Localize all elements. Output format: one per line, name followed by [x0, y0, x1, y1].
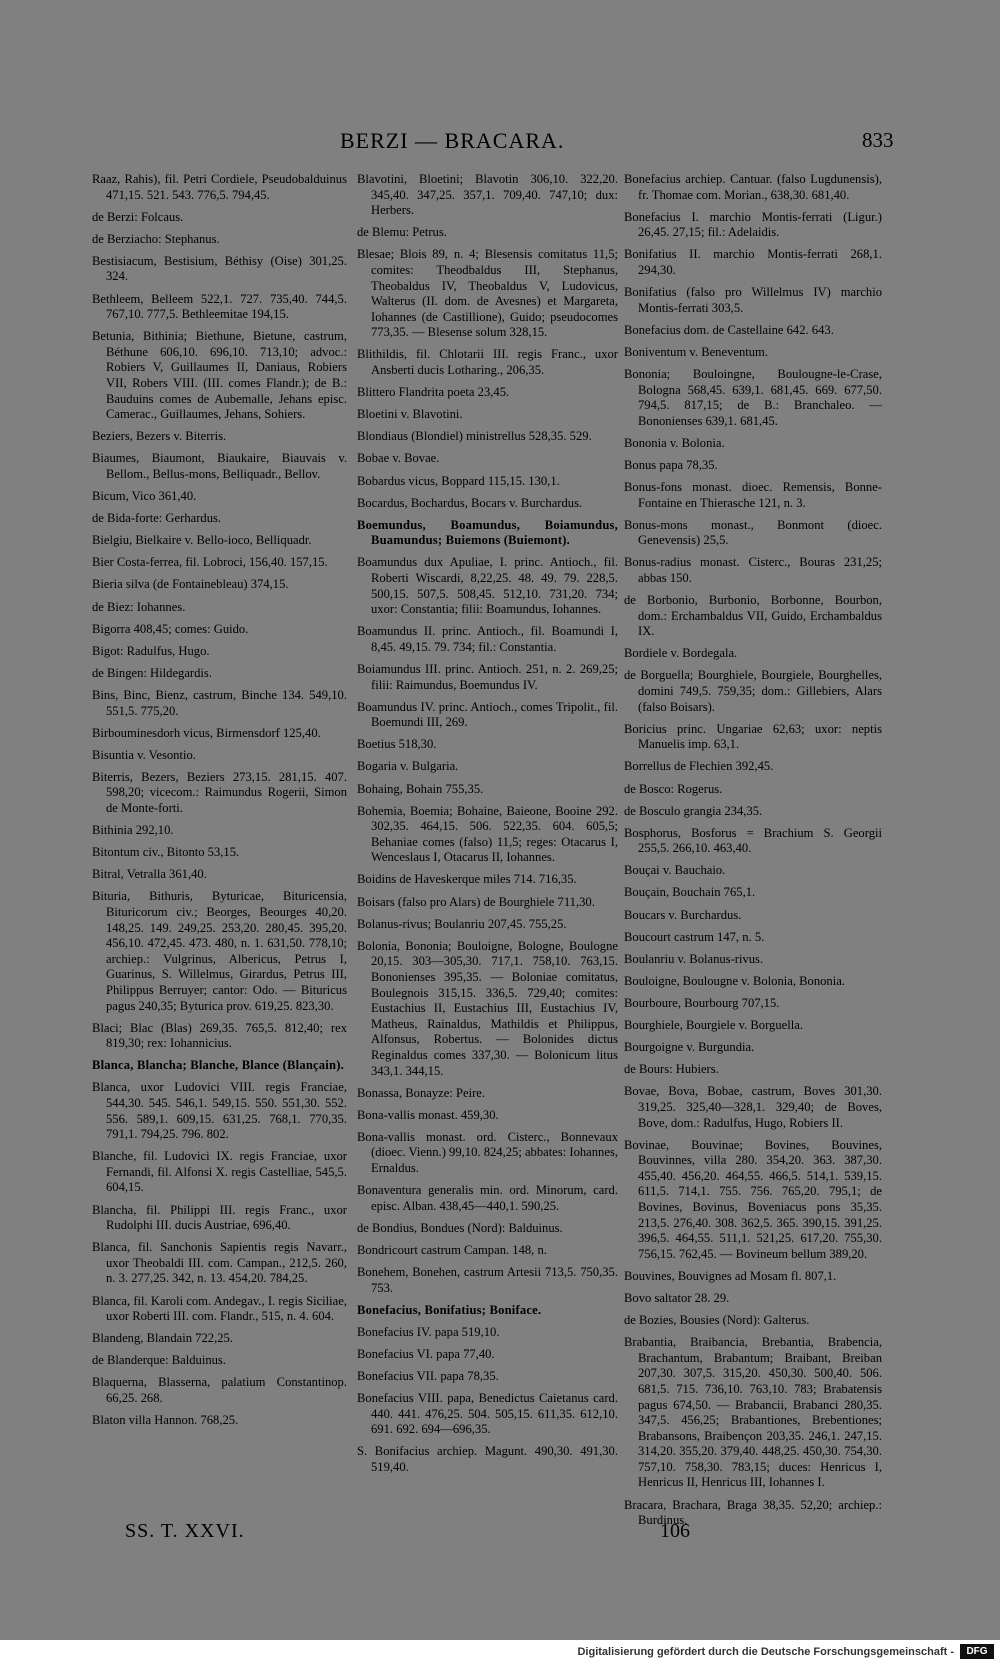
index-entry: Boulanriu v. Bolanus-rivus. [624, 951, 764, 966]
index-entry: Bonefacius dom. de Castellaine 642. 643. [624, 322, 834, 337]
index-entry: Bocardus, Bochardus, Bocars v. Burchardus. [357, 495, 583, 510]
index-entry: Bonefacius VI. papa 77,40. [357, 1346, 495, 1361]
index-entry: Bovinae, Bouvinae; Bovines, Bouvines, Bouvinnes, villa 280. 354,20. 363. 387,30. 455,40. 456,20. 464,55. 466,5. 514,1. 539,15. 611,5. 714,1. 755. 756. 765,20. 795,1; de Bovines, Bovinus, Boveniacus pons 35,35. 213,5. 276,40. 308. 362,5. 365. 390,15. 391,25. 396,5. 464,55. 511,1. 521,25. 617,20. 755,30. 756,15. 762,45. — Bovineum bellum 389,20. [624, 1137, 882, 1261]
index-entry: Blesae; Blois 89, n. 4; Blesensis comitatus 11,5; comites: Theodbaldus III, Stephanus, Theobaldus IV, Theobaldus V, Ludovicus, Walterus (II. dom. de Avesnes) et Margareta, Iohannes (de Castillione), Guido; pseudocomes 773,35. — Blesense solum 328,15. [357, 247, 618, 340]
sheet-number: 106 [660, 1520, 690, 1542]
index-entry: Blanche, fil. Ludovici IX. regis Franciae, uxor Fernandi, fil. Alfonsi X. regis Castelliae, 545,5. 604,15. [92, 1149, 347, 1195]
index-entry: Bisuntia v. Vesontio. [92, 747, 196, 762]
index-entry: Bolonia, Bononia; Bouloigne, Bologne, Boulogne 20,15. 303—305,30. 717,1. 758,10. 763,15. Bononienses 395,35. — Boloniae comitatus, Boulegnois 315,15. 336,5. 729,40; comites: Eustachius II, Eustachius III, Eustachius IV, Matheus, Rainaldus, Mathildis et Philippus, Alfonsus, Robertus. — Bolonides dictus Reginaldus comes 337,30. — Bolonicum litus 343,1. 344,15. [357, 938, 618, 1078]
index-entry: Bier Costa-ferrea, fil. Lobroci, 156,40. 157,15. [92, 555, 328, 570]
index-entry: Bigot: Radulfus, Hugo. [92, 643, 210, 658]
index-entry: Boidins de Haveskerque miles 714. 716,35. [357, 872, 577, 887]
index-entry: Bitontum civ., Bitonto 53,15. [92, 845, 240, 860]
index-entry: Biterris, Bezers, Beziers 273,15. 281,15. 407. 598,20; vicecom.: Raimundus Rogerii, Simon de Monte-forti. [92, 769, 347, 815]
index-entry: de Bida-forte: Gerhardus. [92, 511, 222, 526]
index-entry: Blaquerna, Blasserna, palatium Constantinop. 66,25. 268. [92, 1375, 347, 1405]
index-entry: Bonassa, Bonayze: Peire. [357, 1085, 486, 1100]
index-entry: Bonehem, Bonehen, castrum Artesii 713,5. 750,35. 753. [357, 1264, 618, 1295]
index-entry: Bouçain, Bouchain 765,1. [624, 885, 756, 900]
index-entry: Biaumes, Biaumont, Biaukaire, Biauvais v. Bellom., Bellus-mons, Belliquadr., Bellov. [92, 451, 347, 481]
index-entry: Bovo saltator 28. 29. [624, 1290, 730, 1305]
index-entry: Bourghiele, Bourgiele v. Borguella. [624, 1018, 803, 1033]
index-entry: de Bours: Hubiers. [624, 1062, 719, 1077]
index-entry: Bouloigne, Boulougne v. Bolonia, Bononia. [624, 973, 845, 988]
index-entry: Brabantia, Braibancia, Brebantia, Brabencia, Brachantum, Brabantum; Braibant, Breiban 207,30. 307,5. 315,20. 450,30. 500,40. 506. 681,5. 715. 736,10. 763,10. 783; Brabatensis pagus 674,50. — Brabancii, Brabanci 280,35. 347,5. 456,25; Brabantiones, Brebentiones; Brabansons, Braibençon 203,35. 246,1. 247,15. 314,20. 355,20. 379,40. 448,25. 450,30. 754,30. 757,10. 758,30. 783,15; duces: Henricus I, Henricus II, Henricus III, Iohannes I. [624, 1335, 882, 1490]
index-entry: de Berziacho: Stephanus. [92, 231, 220, 246]
index-entry: Boemundus, Boamundus, Boiamundus, Buamundus; Buiemons (Buiemont). [357, 517, 618, 548]
index-entry: Bohaing, Bohain 755,35. [357, 781, 484, 796]
index-entry: de Bosco: Rogerus. [624, 781, 723, 796]
index-entry: Blanca, uxor Ludovici VIII. regis Franciae, 544,30. 545. 546,1. 549,15. 550. 551,30. 552. 556. 589,1. 609,15. 631,25. 768,1. 770,35. 791,1. 794,25. 796. 802. [92, 1080, 347, 1142]
index-entry: Bonefacius I. marchio Montis-ferrati (Ligur.) 26,45. 27,15; fil.: Adelaidis. [624, 209, 882, 240]
index-entry: Boucourt castrum 147, n. 5. [624, 929, 765, 944]
index-entry: Betunia, Bithinia; Biethune, Bietune, castrum, Béthune 606,10. 696,10. 713,10; advoc.: Robiers V, Guillaumes II, Daniaus, Robiers VII, Robers VIII. (III. comes Flandr.); de B.: Bauduins comes de Aubemalle, Jehans episc. Camerac., Guillaumes, Jehans, Sohiers. [92, 329, 347, 422]
index-entry: Birbouminesdorh vicus, Birmensdorf 125,40. [92, 725, 321, 740]
index-entry: Bononia v. Bolonia. [624, 435, 725, 450]
index-entry: Blaci; Blac (Blas) 269,35. 765,5. 812,40; rex 819,30; rex: Iohannicius. [92, 1020, 347, 1051]
index-entry: Boetius 518,30. [357, 737, 437, 752]
index-entry: Borrellus de Flechien 392,45. [624, 759, 774, 774]
index-entry: Bobardus vicus, Boppard 115,15. 130,1. [357, 473, 560, 488]
index-entry: Bourgoigne v. Burgundia. [624, 1040, 755, 1055]
index-entry: Bobae v. Bovae. [357, 451, 440, 466]
index-entry: Blanca, fil. Karoli com. Andegav., I. regis Siciliae, uxor Roberti III. com. Flandr., 515, n. 4. 604. [92, 1293, 347, 1324]
index-column-1 [92, 172, 347, 1435]
index-entry: S. Bonifacius archiep. Magunt. 490,30. 491,30. 519,40. [357, 1444, 618, 1474]
index-entry: Bonus-fons monast. dioec. Remensis, Bonne-Fontaine en Thierasche 121, n. 3. [624, 480, 882, 510]
funding-credit: Digitalisierung gefördert durch die Deutsche Forschungsgemeinschaft - [577, 1646, 954, 1658]
index-entry: de Borbonio, Burbonio, Borbonne, Bourbon, dom.: Erchambaldus VII, Guido, Erchambaldus IX. [624, 593, 882, 639]
index-entry: Bonaventura generalis min. ord. Minorum, card. episc. Alban. 438,45—440,1. 590,25. [357, 1183, 618, 1213]
index-entry: Bithinia 292,10. [92, 823, 174, 838]
index-entry: Blittero Flandrita poeta 23,45. [357, 385, 510, 400]
index-entry: Bicum, Vico 361,40. [92, 489, 197, 504]
index-entry: Blithildis, fil. Chlotarii III. regis Franc., uxor Ansberti ducis Lotharing., 206,35. [357, 347, 618, 378]
index-entry: Blavotini, Bloetini; Blavotin 306,10. 322,20. 345,40. 347,25. 357,1. 709,40. 747,10; dux: Herbers. [357, 172, 618, 218]
index-entry: Blancha, fil. Philippi III. regis Franc., uxor Rudolphi III. ducis Austriae, 696,40. [92, 1202, 347, 1233]
index-entry: Bituria, Bithuris, Byturicae, Bituricensia, Bituricorum civ.; Beorges, Beourges 40,20. 148,25. 149. 249,25. 253,20. 280,45. 395,20. 456,10. 472,45. 473. 480, n. 1. 631,50. 778,10; archiep.: Vulgrinus, Albericus, Petrus I, Guarinus, S. Willelmus, Girardus, Petrus III, Philippus Berruyer; cantor: Odo. — Bituricus pagus 240,35; Byturica prov. 619,25. 823,30. [92, 889, 347, 1013]
running-title: BERZI — BRACARA. [340, 128, 565, 153]
page-header [0, 128, 1000, 158]
index-entry: Bohemia, Boemia; Bohaine, Baieone, Booine 292. 302,35. 464,15. 506. 522,35. 604. 605,5; Behaniae comes (falso) 11,5; reges: Otacarus I, Wenceslaus I, Otacarus II, Iohannes. [357, 803, 618, 865]
index-entry: Boiamundus III. princ. Antioch. 251, n. 2. 269,25; filii: Raimundus, Boemundus IV. [357, 661, 618, 692]
index-entry: Bonefacius, Bonifatius; Boniface. [357, 1302, 542, 1317]
index-entry: de Blemu: Petrus. [357, 225, 447, 240]
index-entry: Bestisiacum, Bestisium, Béthisy (Oise) 301,25. 324. [92, 253, 347, 284]
index-entry: Bonus-radius monast. Cisterc., Bouras 231,25; abbas 150. [624, 555, 882, 585]
index-entry: Bogaria v. Bulgaria. [357, 759, 459, 774]
index-column-2 [357, 172, 618, 1482]
index-entry: Boricius princ. Ungariae 62,63; uxor: neptis Manuelis imp. 63,1. [624, 721, 882, 752]
index-entry: Blanca, Blancha; Blanche, Blance (Blançain). [92, 1058, 344, 1073]
index-entry: Blondiaus (Blondiel) ministrellus 528,35. 529. [357, 429, 592, 444]
index-entry: Bonefacius archiep. Cantuar. (falso Lugdunensis), fr. Thomae com. Morian., 638,30. 681,40. [624, 172, 882, 202]
index-entry: Bouvines, Bouvignes ad Mosam fl. 807,1. [624, 1268, 837, 1283]
index-entry: de Blanderque: Balduinus. [92, 1353, 226, 1368]
index-entry: Bigorra 408,45; comes: Guido. [92, 621, 249, 636]
index-entry: Boamundus dux Apuliae, I. princ. Antioch., fil. Roberti Wiscardi, 8,22,25. 48. 49. 79. 228,5. 500,15. 507,5. 508,45. 512,10. 731,20. 734; uxor: Constantia; filii: Boamundus, Iohannes. [357, 555, 618, 617]
index-entry: de Bozies, Bousies (Nord): Galterus. [624, 1313, 810, 1328]
index-entry: de Borguella; Bourghiele, Bourgiele, Bourghelles, domini 749,5. 759,35; dom.: Gillebiers, Alars (falso Boisars). [624, 668, 882, 714]
index-entry: Boamundus II. princ. Antioch., fil. Boamundi I, 8,45. 49,15. 79. 734; fil.: Constantia. [357, 624, 618, 654]
index-entry: Bonefacius VIII. papa, Benedictus Caietanus card. 440. 441. 476,25. 504. 505,15. 611,35. 612,10. 691. 692. 694—696,35. [357, 1391, 618, 1437]
index-entry: Bonifatius II. marchio Montis-ferrati 268,1. 294,30. [624, 247, 882, 277]
index-entry: Bethleem, Belleem 522,1. 727. 735,40. 744,5. 767,10. 777,5. Bethleemitae 194,15. [92, 291, 347, 322]
index-entry: Bonefacius VII. papa 78,35. [357, 1368, 499, 1383]
index-entry: Boucars v. Burchardus. [624, 907, 742, 922]
index-entry: Bondricourt castrum Campan. 148, n. [357, 1242, 547, 1257]
index-entry: Bielgiu, Bielkaire v. Bello-ioco, Belliquadr. [92, 533, 312, 548]
index-entry: de Bosculo grangia 234,35. [624, 803, 763, 818]
index-entry: Bonus-mons monast., Bonmont (dioec. Genevensis) 25,5. [624, 517, 882, 548]
index-entry: Bona-vallis monast. 459,30. [357, 1107, 499, 1122]
index-entry: Boisars (falso pro Alars) de Bourghiele 711,30. [357, 894, 595, 909]
index-entry: Blaton villa Hannon. 768,25. [92, 1413, 239, 1428]
index-entry: Bonefacius IV. papa 519,10. [357, 1324, 500, 1339]
page-number: 833 [862, 128, 894, 152]
index-entry: Bracara, Brachara, Braga 38,35. 52,20; archiep.: Burdinus. [624, 1497, 882, 1528]
index-entry: Bouçai v. Bauchaio. [624, 863, 726, 878]
index-entry: Boniventum v. Beneventum. [624, 344, 768, 359]
index-entry: Bonus papa 78,35. [624, 457, 718, 472]
volume-signature: SS. T. XXVI. [125, 1520, 245, 1542]
index-entry: Bononia; Bouloingne, Boulougne-le-Crase, Bologna 568,45. 639,1. 681,45. 669. 677,50. 794,5. 817,15; de B.: Branchaleo. — Bononienses 639,1. 681,45. [624, 366, 882, 428]
dfg-logo: DFG [960, 1644, 994, 1659]
index-entry: Bosphorus, Bosforus = Brachium S. Georgii 255,5. 266,10. 463,40. [624, 825, 882, 856]
page-footer [0, 1520, 1000, 1550]
index-entry: Boamundus IV. princ. Antioch., comes Tripolit., fil. Boemundi III, 269. [357, 699, 618, 730]
index-entry: Bolanus-rivus; Boulanriu 207,45. 755,25. [357, 916, 567, 931]
index-entry: Bovae, Bova, Bobae, castrum, Boves 301,30. 319,25. 325,40—328,1. 329,40; de Boves, Bove, dom.: Radulfus, Hugo, Robiers II. [624, 1084, 882, 1130]
credit-strip [0, 1640, 1000, 1666]
index-entry: de Berzi: Folcaus. [92, 209, 184, 224]
index-entry: de Biez: Iohannes. [92, 599, 186, 614]
index-entry: Raaz, Rahis), fil. Petri Cordiele, Pseudobalduinus 471,15. 521. 543. 776,5. 794,45. [92, 172, 347, 202]
index-entry: Bourboure, Bourbourg 707,15. [624, 995, 780, 1010]
index-entry: Bitral, Vetralla 361,40. [92, 867, 207, 882]
index-entry: Bins, Binc, Bienz, castrum, Binche 134. 549,10. 551,5. 775,20. [92, 687, 347, 718]
index-entry: de Bondius, Bondues (Nord): Balduinus. [357, 1220, 563, 1235]
index-entry: Blandeng, Blandain 722,25. [92, 1331, 233, 1346]
index-entry: Bordiele v. Bordegala. [624, 646, 738, 661]
index-column-3 [624, 172, 882, 1535]
index-entry: de Bingen: Hildegardis. [92, 665, 212, 680]
index-entry: Bona-vallis monast. ord. Cisterc., Bonnevaux (dioec. Vienn.) 99,10. 824,25; abbates: Iohannes, Ernaldus. [357, 1129, 618, 1175]
index-entry: Blanca, fil. Sanchonis Sapientis regis Navarr., uxor Theobaldi III. com. Campan., 212,5. 260, n. 3. 277,25. 342, n. 13. 454,20. 784,25. [92, 1240, 347, 1286]
index-entry: Bloetini v. Blavotini. [357, 407, 463, 422]
index-entry: Bonifatius (falso pro Willelmus IV) marchio Montis-ferrati 303,5. [624, 285, 882, 315]
index-entry: Bieria silva (de Fontainebleau) 374,15. [92, 577, 289, 592]
index-entry: Beziers, Bezers v. Biterris. [92, 429, 227, 444]
